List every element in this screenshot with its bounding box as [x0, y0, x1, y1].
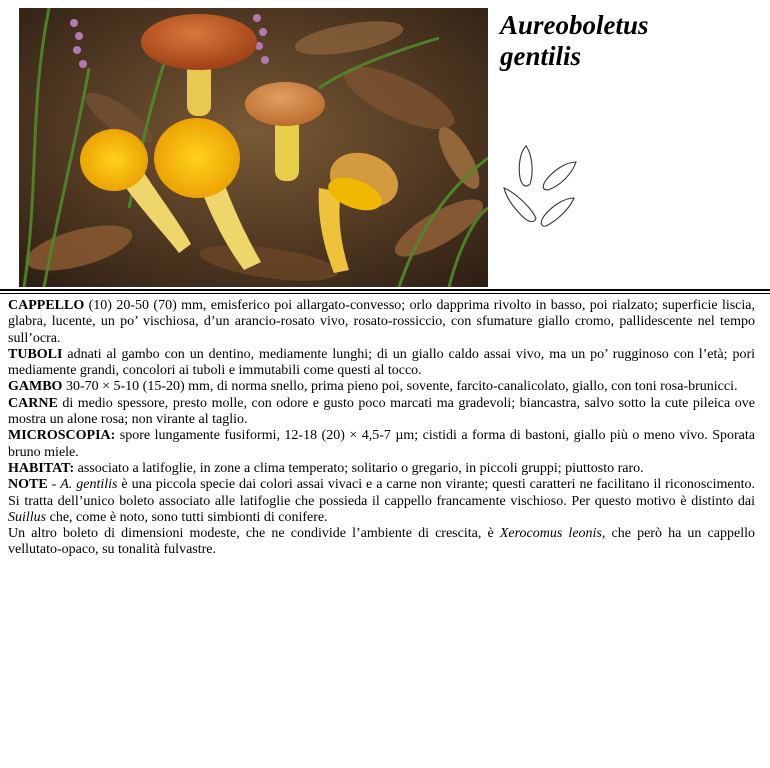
mushroom-photo: [19, 8, 488, 287]
section-label: MICROSCOPIA:: [8, 428, 116, 444]
section-cappello: [8, 298, 755, 347]
section-carne: [8, 396, 755, 429]
spore-shape-4: [541, 198, 574, 226]
section-text: di medio spessore, presto molle, con odore e gusto poco marcati ma gradevoli; biancastra, salvo sotto la cute pileica ove mostra un alone rosa; non virante al taglio.: [8, 395, 755, 428]
section-habitat: [8, 461, 755, 477]
spore-shape-1: [519, 146, 532, 186]
section-extra-note: [8, 526, 755, 559]
section-text: , che però ha un cappello vellutato-opaco, su tonalità fulvastre.: [8, 526, 755, 558]
species-name-italic: A. gentilis: [60, 477, 118, 493]
section-text: è una piccola specie dai colori assai vivaci e a carne non virante; questi caratteri ne facilitano il riconoscimento. Si tratta dell’unico boleto associato alle latifoglie che possieda il cappello francamente vischioso. Per questo motivo è distinto dai: [8, 477, 755, 509]
species-title: [500, 10, 649, 72]
species-description: [8, 298, 755, 559]
divider-line: [0, 289, 770, 291]
spore-drawing: [498, 140, 586, 232]
section-note: [8, 477, 755, 526]
section-text: che, come è noto, sono tutti simbionti di conifere.: [46, 509, 328, 525]
spore-shape-2: [543, 162, 576, 190]
spore-shape-3: [504, 188, 536, 222]
section-gambo: [8, 379, 755, 395]
section-text: 30-70 × 5-10 (15-20) mm, di norma snello, prima pieno poi, sovente, farcito-canalicolato, giallo, con toni rosa-brunicci.: [62, 379, 738, 395]
section-text: adnati al gambo con un dentino, mediamente lunghi; di un giallo caldo assai vivo, ma un po’ rugginoso con l’età; pori mediamente grandi, concolori ai tuboli e immutabili come questi al tocco.: [8, 346, 755, 379]
section-label: CARNE: [8, 395, 58, 411]
genus-name-italic: Suillus: [8, 509, 47, 525]
section-text: spore lungamente fusiformi, 12-18 (20) × 4,5-7 µm; cistidi a forma di bastoni, giallo più o meno vivo. Sporata bruno miele.: [8, 428, 755, 460]
section-text: associato a latifoglie, in zone a clima temperato; solitario o gregario, in piccoli gruppi; piuttosto raro.: [74, 460, 644, 476]
section-label: HABITAT:: [8, 460, 75, 476]
divider-line-thin: [0, 293, 770, 294]
section-text: (10) 20-50 (70) mm, emisferico poi allargato-convesso; orlo dapprima rivolto in basso, poi rialzato; superficie liscia, glabra, lucente, un po’ vischiosa, d’un arancio-rosato vivo, rosato-rossiccio, con sfumature giallo cromo, pallidescente nel tempo sull’ocra.: [8, 298, 755, 346]
mushroom-photo-illustration: [19, 8, 488, 287]
section-label: NOTE: [8, 477, 48, 493]
section-label: TUBOLI: [8, 346, 63, 362]
section-microscopia: [8, 428, 755, 461]
section-tuboli: [8, 347, 755, 380]
section-label: CAPPELLO: [8, 298, 85, 313]
section-text: -: [47, 477, 61, 493]
species-name-italic: Xerocomus leonis: [499, 526, 602, 542]
species-title-genus: Aureoboletus: [500, 10, 649, 40]
section-text: Un altro boleto di dimensioni modeste, che ne condivide l’ambiente di crescita, è: [8, 526, 500, 542]
species-title-epithet: gentilis: [500, 41, 582, 71]
section-label: GAMBO: [8, 379, 63, 395]
